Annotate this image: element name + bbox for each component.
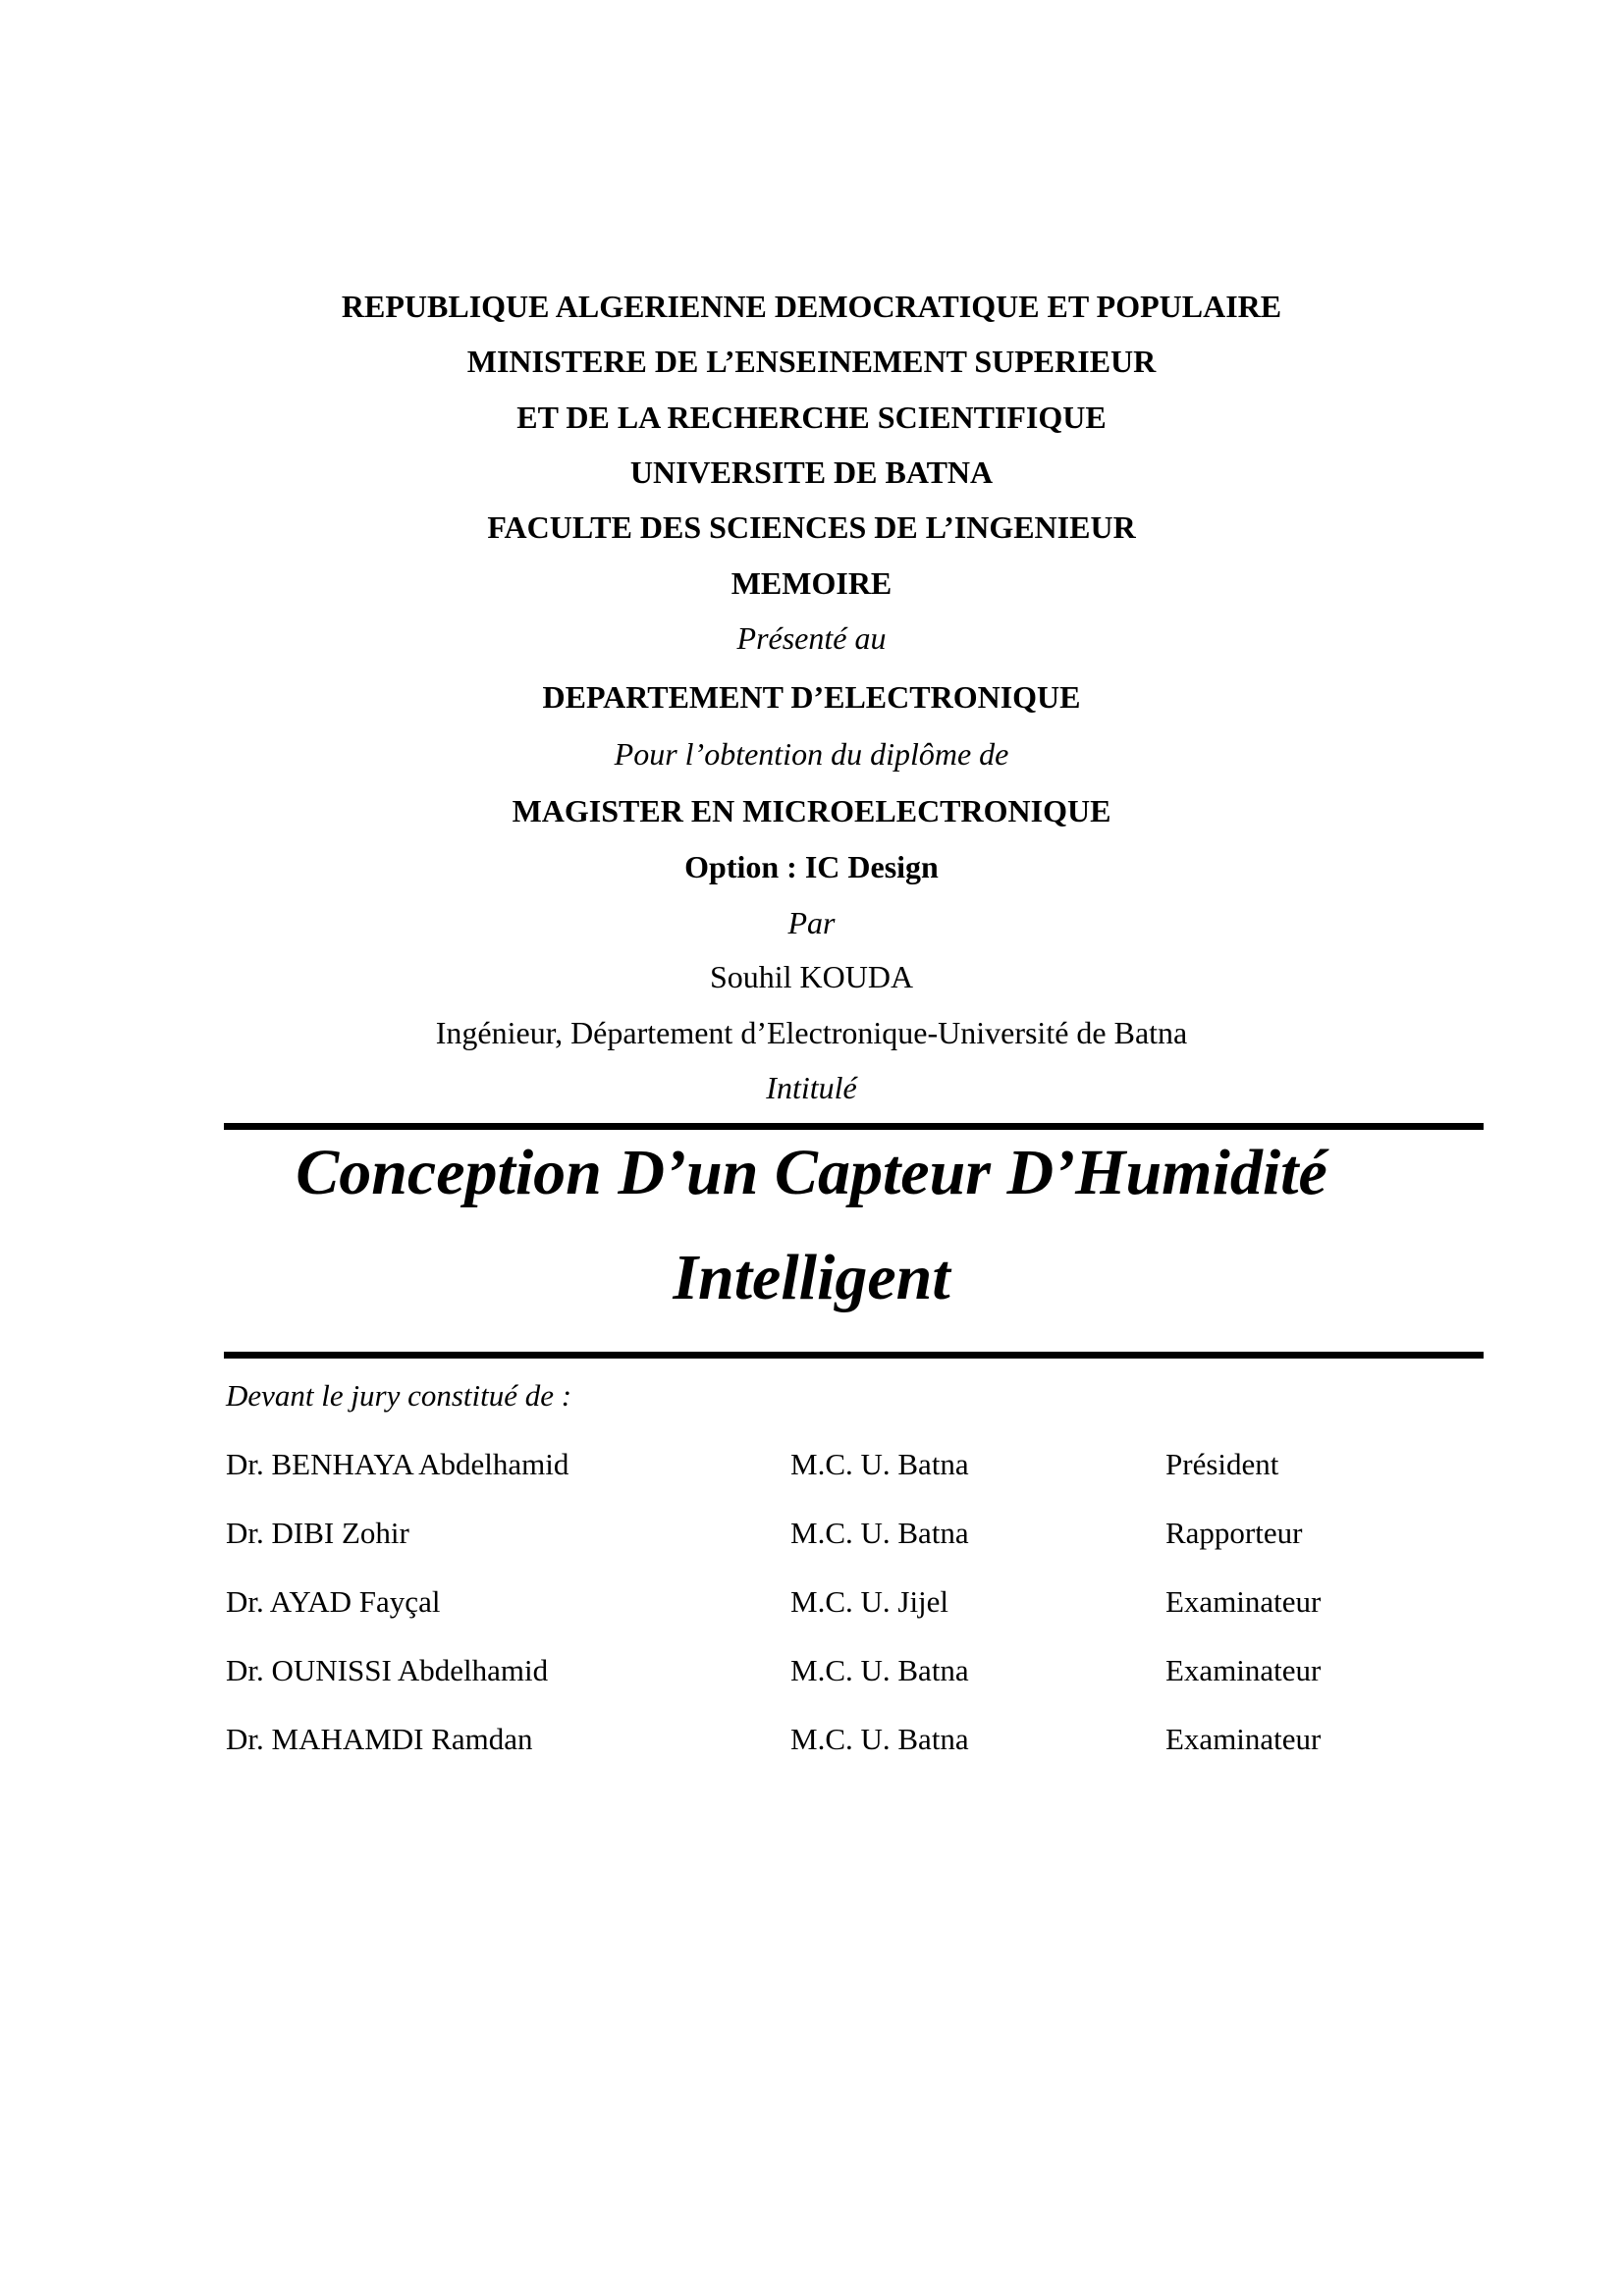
ministry-heading-continued: ET DE LA RECHERCHE SCIENTIFIQUE [516,400,1107,435]
jury-row [226,1582,1355,1651]
jury-member-name: Dr. BENHAYA Abdelhamid [226,1447,569,1481]
document-type: MEMOIRE [730,565,893,601]
ministry-heading: MINISTERE DE L’ENSEINEMENT SUPERIEUR [466,344,1157,379]
author-name: Souhil KOUDA [709,959,914,994]
obtaining-label: Pour l’obtention du diplôme de [614,736,1009,772]
university-heading: UNIVERSITE DE BATNA [629,454,994,490]
jury-row [226,1651,1355,1720]
jury-row [226,1720,1355,1789]
jury-intro: Devant le jury constitué de : [226,1378,572,1413]
jury-member-role: Examinateur [1165,1722,1322,1756]
jury-member-role: Examinateur [1165,1584,1322,1619]
thesis-title-line2: Intelligent [673,1242,950,1313]
faculty-heading: FACULTE DES SCIENCES DE L’INGENIEUR [487,509,1136,545]
republic-heading: REPUBLIQUE ALGERIENNE DEMOCRATIQUE ET POPULAIRE [341,289,1282,324]
degree-heading: MAGISTER EN MICROELECTRONIQUE [512,793,1111,828]
department-heading: DEPARTEMENT D’ELECTRONIQUE [542,679,1081,715]
jury-member-grade: M.C. U. Batna [790,1653,969,1687]
jury-row [226,1445,1355,1514]
jury-member-role: Examinateur [1165,1653,1322,1687]
jury-member-name: Dr. DIBI Zohir [226,1516,409,1550]
thesis-title-line1: Conception D’un Capteur D’Humidité [296,1137,1327,1208]
title-top-rule [224,1123,1484,1130]
jury-member-grade: M.C. U. Batna [790,1447,969,1481]
by-label: Par [787,905,836,940]
jury-member-name: Dr. MAHAMDI Ramdan [226,1722,533,1756]
presented-label: Présenté au [736,620,887,656]
jury-member-role: Rapporteur [1165,1516,1303,1550]
jury-table [226,1445,1355,1789]
jury-member-grade: M.C. U. Batna [790,1722,969,1756]
jury-row [226,1514,1355,1582]
jury-member-name: Dr. AYAD Fayçal [226,1584,441,1619]
jury-member-grade: M.C. U. Jijel [790,1584,949,1619]
author-title: Ingénieur, Département d’Electronique-Université de Batna [435,1015,1188,1050]
jury-member-role: Président [1165,1447,1279,1481]
option-line: Option : IC Design [684,849,939,884]
jury-member-name: Dr. OUNISSI Abdelhamid [226,1653,549,1687]
entitled-label: Intitulé [766,1070,857,1105]
jury-member-grade: M.C. U. Batna [790,1516,969,1550]
title-bottom-rule [224,1352,1484,1359]
